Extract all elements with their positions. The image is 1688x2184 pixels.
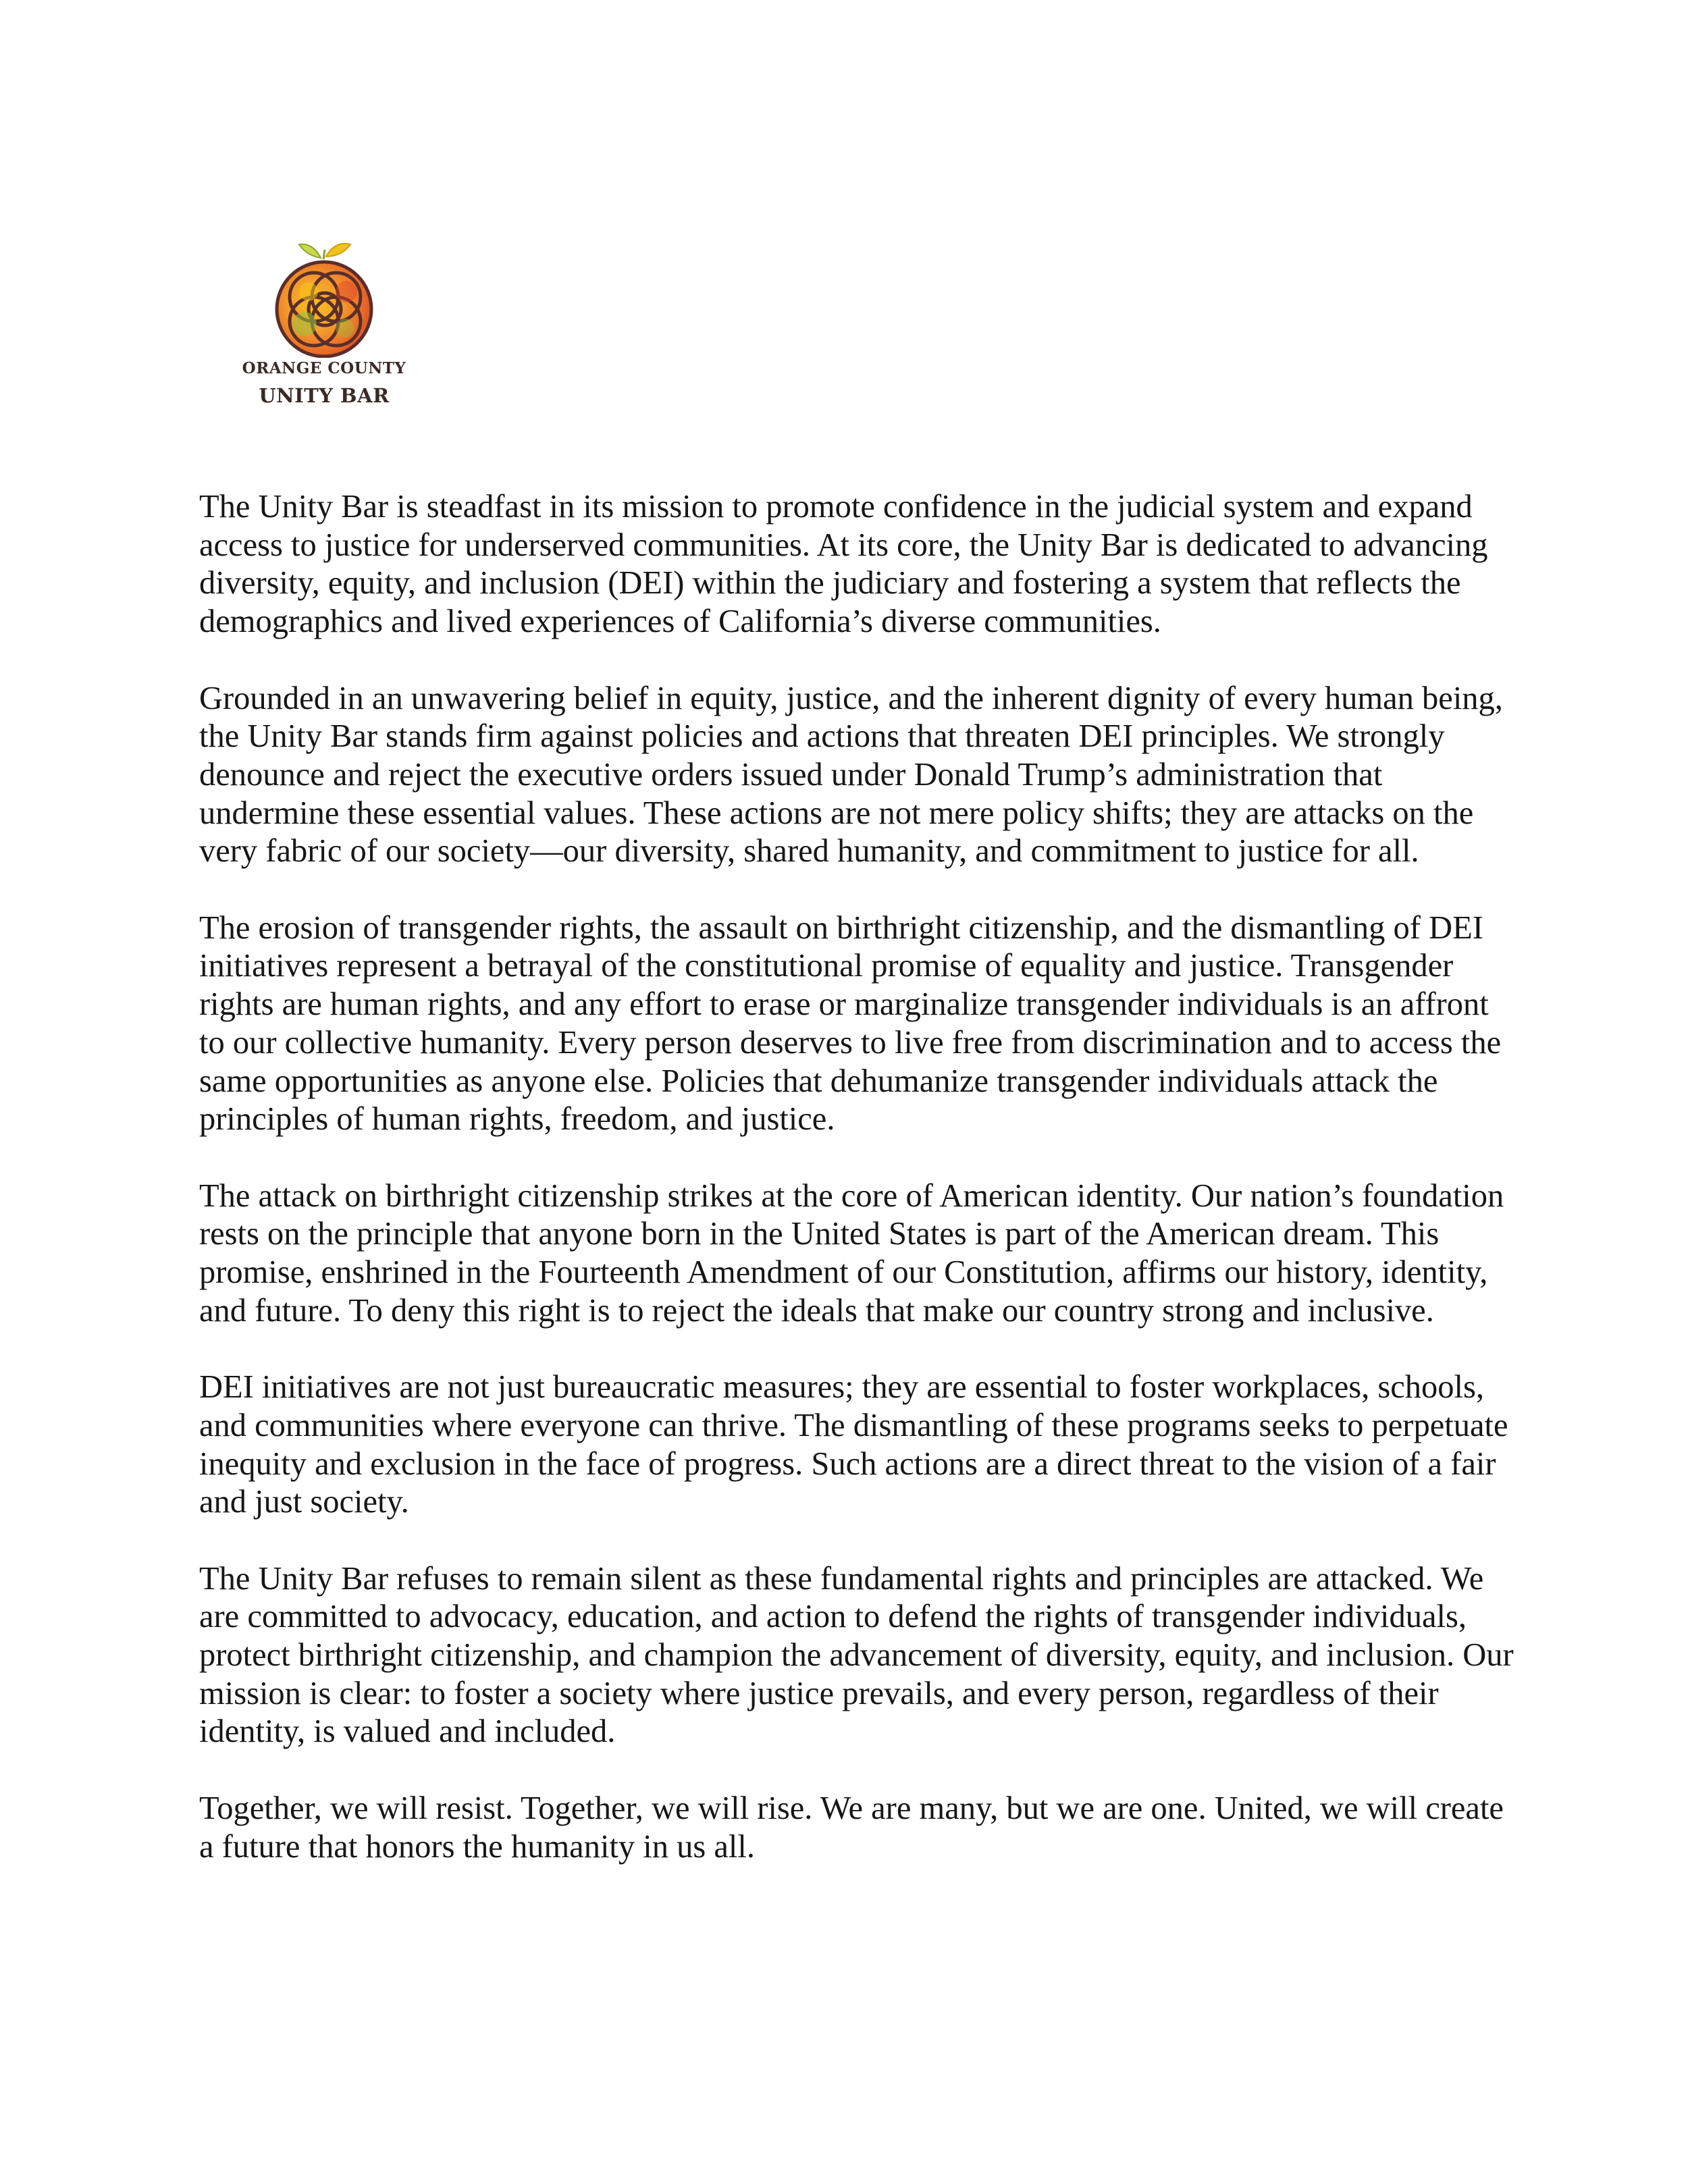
orange-logo-icon — [267, 230, 381, 358]
paragraph-commitment: The Unity Bar refuses to remain silent as these fundamental rights and principles are attacked. We are committed to advocacy, education, and action to defend the rights of transgender individuals, protect birthright citizenship, and champion the advancement of diversity, equity, and inclusion. Our mission is clear: to foster a society where justice prevails, and every person, regardless of their identity, is valued and included. — [199, 1560, 1514, 1750]
paragraph-closing: Together, we will resist. Together, we will rise. We are many, but we are one. United, we will create a future that honors the humanity in us all. — [199, 1790, 1504, 1865]
logo-text-orange-county: ORANGE COUNTY — [242, 359, 406, 377]
logo-text-unity-bar: UNITY BAR — [259, 384, 390, 407]
statement-body — [199, 488, 1519, 1905]
paragraph-birthright-citizenship: The attack on birthright citizenship strikes at the core of American identity. Our nation’s foundation rests on the principle that anyone born in the United States is part of the American dream. This promise, enshrined in the Fourteenth Amendment of our Constitution, affirms our history, identity, and future. To deny this right is to reject the ideals that make our country strong and inclusive. — [199, 1177, 1504, 1329]
paragraph-dei-initiatives: DEI initiatives are not just bureaucratic measures; they are essential to foster workplaces, schools, and communities where everyone can thrive. The dismantling of these programs seeks to perpetuate inequity and exclusion in the face of progress. Such actions are a direct threat to the vision of a fair and just society. — [199, 1369, 1508, 1520]
paragraph-mission: The Unity Bar is steadfast in its mission to promote confidence in the judicial system and expand access to justice for underserved communities. At its core, the Unity Bar is dedicated to advancing diversity, equity, and inclusion (DEI) within the judiciary and fostering a system that reflects the demographics and lived experiences of California’s diverse communities. — [199, 489, 1488, 640]
orange-county-unity-bar-logo — [236, 230, 412, 425]
paragraph-dei-principles: Grounded in an unwavering belief in equity, justice, and the inherent dignity of every human being, the Unity Bar stands firm against policies and actions that threaten DEI principles. We strongly denounce and reject the executive orders issued under Donald Trump’s administration that undermine these essential values. These actions are not mere policy shifts; they are attacks on the very fabric of our society—our diversity, shared humanity, and commitment to justice for all. — [199, 680, 1503, 870]
paragraph-transgender-rights: The erosion of transgender rights, the assault on birthright citizenship, and the dismantling of DEI initiatives represent a betrayal of the constitutional promise of equality and justice. Transgender rights are human rights, and any effort to erase or marginalize transgender individuals is an affront to our collective humanity. Every person deserves to live free from discrimination and to access the same opportunities as anyone else. Policies that dehumanize transgender individuals attack the principles of human rights, freedom, and justice. — [199, 909, 1502, 1138]
